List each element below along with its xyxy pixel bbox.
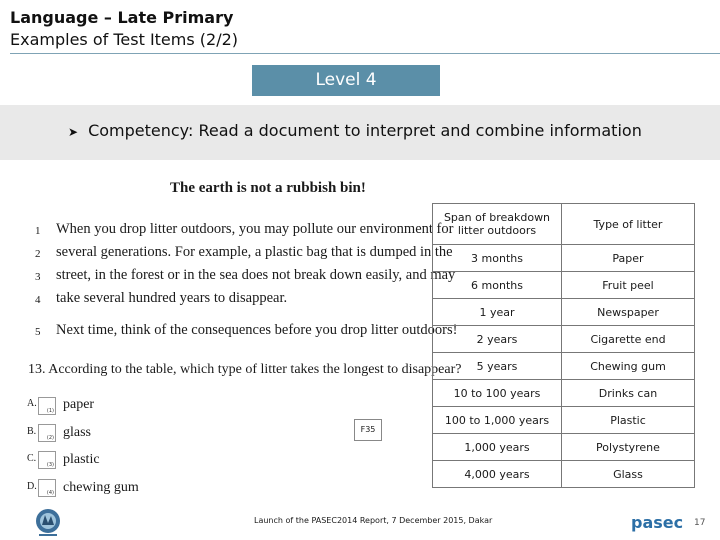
passage-line: take several hundred years to disappear.: [56, 290, 288, 306]
level-badge: Level 4: [252, 65, 440, 96]
table-row: [433, 353, 695, 380]
table-cell: Newspaper: [562, 299, 695, 326]
passage-line: When you drop litter outdoors, you may pollute our environment for: [56, 221, 454, 237]
passage-line: several generations. For example, a plastic bag that is dumped in the: [56, 244, 453, 260]
table-cell: 10 to 100 years: [433, 380, 562, 407]
passage-line: street, in the forest or in the sea does not break down easily, and may: [56, 267, 456, 283]
option-letter: C.: [27, 453, 37, 464]
table-cell: 1,000 years: [433, 434, 562, 461]
conference-logo-icon: [33, 507, 63, 537]
option-d-checkbox[interactable]: (4): [38, 479, 56, 497]
option-letter: D.: [27, 481, 37, 492]
option-a-checkbox[interactable]: (1): [38, 397, 56, 415]
option-b-text: glass: [63, 425, 91, 440]
competency-text: Competency: Read a document to interpret and combine information: [88, 121, 642, 140]
page-number: 17: [694, 518, 706, 528]
table-cell: Chewing gum: [562, 353, 695, 380]
slide-subtitle: Examples of Test Items (2/2): [10, 30, 239, 49]
line-number: 3: [35, 271, 41, 283]
table-row: [433, 245, 695, 272]
table-row: [433, 326, 695, 353]
passage-title: The earth is not a rubbish bin!: [170, 180, 366, 196]
table-cell: 6 months: [433, 272, 562, 299]
table-cell: Drinks can: [562, 380, 695, 407]
table-cell: 2 years: [433, 326, 562, 353]
line-number: 5: [35, 326, 41, 338]
table-cell: 3 months: [433, 245, 562, 272]
line-number: 4: [35, 294, 41, 306]
footer-text: Launch of the PASEC2014 Report, 7 December 2015, Dakar: [254, 516, 493, 525]
table-header-type: Type of litter: [562, 204, 695, 245]
option-d-text: chewing gum: [63, 480, 139, 495]
item-code: F35: [354, 419, 382, 441]
table-header-row: [433, 204, 695, 245]
table-cell: Paper: [562, 245, 695, 272]
option-letter: B.: [27, 426, 37, 437]
table-cell: 4,000 years: [433, 461, 562, 488]
option-b-checkbox[interactable]: (2): [38, 424, 56, 442]
pasec-logo: pasec: [631, 513, 684, 532]
table-header-span: Span of breakdown litter outdoors: [433, 204, 562, 245]
litter-table: [432, 203, 695, 488]
table-cell: Polystyrene: [562, 434, 695, 461]
option-a-text: paper: [63, 397, 95, 412]
table-cell: Plastic: [562, 407, 695, 434]
competency-line: [68, 121, 642, 140]
option-c-checkbox[interactable]: (3): [38, 451, 56, 469]
question-text: 13. According to the table, which type of litter takes the longest to disappear?: [28, 362, 462, 377]
option-letter: A.: [27, 398, 37, 409]
table-row: [433, 434, 695, 461]
table-row: [433, 461, 695, 488]
table-row: [433, 407, 695, 434]
table-cell: 100 to 1,000 years: [433, 407, 562, 434]
passage-line-clip: [30, 318, 458, 338]
option-c-text: plastic: [63, 452, 100, 467]
line-number: 1: [35, 225, 41, 237]
table-row: [433, 380, 695, 407]
table-cell: Fruit peel: [562, 272, 695, 299]
slide-title: Language – Late Primary: [10, 8, 234, 27]
table-cell: 5 years: [433, 353, 562, 380]
table-cell: Glass: [562, 461, 695, 488]
line-number: 2: [35, 248, 41, 260]
passage-line: Next time, think of the consequences before you drop litter outdoors!: [56, 322, 458, 338]
table-row: [433, 272, 695, 299]
table-cell: 1 year: [433, 299, 562, 326]
table-cell: Cigarette end: [562, 326, 695, 353]
arrow-bullet-icon: ➤: [68, 125, 79, 139]
header-divider: [10, 53, 720, 54]
table-row: [433, 299, 695, 326]
